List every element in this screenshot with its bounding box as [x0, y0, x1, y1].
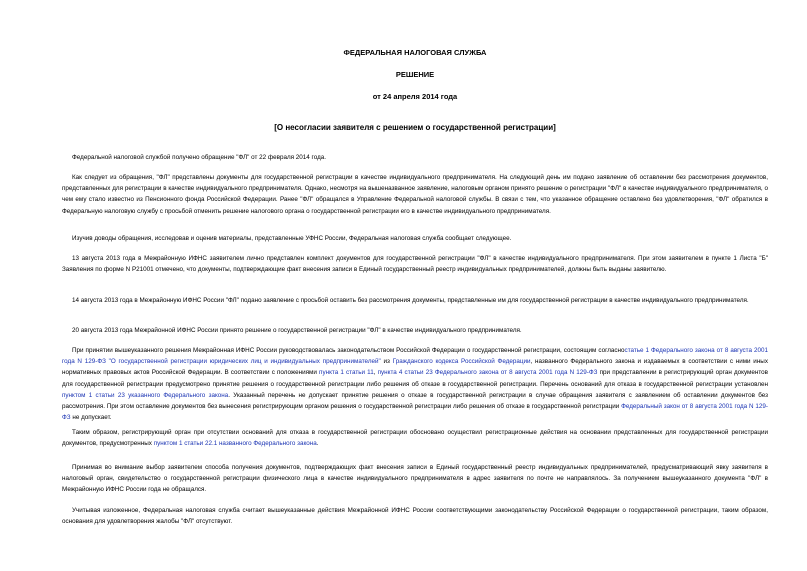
link-art1-law-129fz[interactable]: статье 1 Федерального закона от 8 августа 2001 года N 129-ФЗ "О государственной регистрации юридических лиц и индивидуальных предпринимателей": [62, 347, 768, 366]
p7-text-3: , названного Федерального закона и издаваемых в соответствии с ними иных нормативных правовых актов Российской Федерации. В соответствии с положениями: [62, 358, 768, 377]
link-p1-art11[interactable]: пункта 1 статьи 11: [319, 369, 374, 377]
p7-text-6: . Указанный перечень не допускает принятие решения о отказе в государственной регистрации в случае обращения заявителя с заявлением об оставлении документов без рассмотрения. При этом оставление документов без вынесения регистрирующим органом решения о государственной регистрации либо решения об отказе в государственной регистрации: [62, 391, 769, 411]
link-p1-art23[interactable]: пунктом 1 статьи 23 указанного Федерального закона: [62, 391, 229, 399]
link-law-129fz[interactable]: Федеральный закон от 8 августа 2001 года N 129-ФЗ: [62, 403, 768, 422]
p7-text-2: из: [380, 358, 393, 366]
paragraph-5: 14 августа 2013 года в Межрайонную ИФНС России "ФЛ" подано заявление с просьбой оставить без рассмотрения документы, представленные им для государственной регистрации в качестве индивидуального предпринимателя.: [72, 297, 749, 304]
p7-text-4: ,: [373, 369, 378, 377]
link-p1-art22-1[interactable]: пунктом 1 статьи 22.1 названного Федерального закона: [153, 440, 317, 448]
paragraph-10: Учитывая изложенное, Федеральная налоговая служба считает вышеуказанные действия Межрайонной ИФНС России соответствующими законодательству Российской Федерации о государственной регистрации, таким образом, основания для удовлетворения жалобы "ФЛ" отсутствуют.: [62, 507, 768, 526]
link-p4-art23[interactable]: пункта 4 статьи 23 Федерального закона от 8 августа 2001 года N 129-ФЗ: [377, 369, 598, 377]
p8-text-2: .: [316, 440, 319, 448]
paragraph-6: 20 августа 2013 года Межрайонной ИФНС России принято решение о государственной регистрации "ФЛ" в качестве индивидуального предпринимателя.: [72, 327, 522, 334]
paragraph-1: Федеральной налоговой службой получено обращение "ФЛ" от 22 февраля 2014 года.: [72, 154, 326, 161]
paragraph-4: 13 августа 2013 года в Межрайонную ИФНС заявителем лично представлен комплект документов для государственной регистрации "ФЛ" в качестве индивидуального предпринимателя. При этом заявителем в пункте 1 Листа "Б" Заявления по форме N Р21001 отмечено, что документы, подтверждающие факт внесения записи в Единый государственный реестр индивидуальных предпринимателей, должны быть выданы заявителю.: [62, 255, 768, 274]
paragraph-8: [62, 427, 768, 449]
p7-text-1: При принятии вышеуказанного решения Межрайонная ИФНС России руководствовалась законодательством Российской Федерации о государственной регистрации, состоящим согласно: [72, 347, 625, 354]
paragraph-3: Изучив доводы обращения, исследовав и оценив материалы, представленные УФНС России, Федеральная налоговая служба сообщает следующее.: [72, 235, 512, 242]
paragraph-7: [62, 345, 768, 423]
document-subject: [О несогласии заявителя с решением о государственной регистрации]: [274, 123, 556, 132]
document-date: от 24 апреля 2014 года: [372, 92, 458, 101]
agency-title: ФЕДЕРАЛЬНАЯ НАЛОГОВАЯ СЛУЖБА: [343, 48, 487, 57]
document-type: РЕШЕНИЕ: [395, 70, 435, 79]
paragraph-2: Как следует из обращения, "ФЛ" представлены документы для государственной регистрации в качестве индивидуального предпринимателя. На следующий день им подано заявление об оставлении без рассмотрения документов, представленных для регистрации в качестве индивидуального предпринимателя. Однако, несмотря на вышеназванное заявление, налоговым органом принято решение о регистрации "ФЛ" в качестве индивидуального предпринимателя, о чем ему стало известно из Пенсионного фонда Российской Федерации. Ранее "ФЛ" обращался в Управление Федеральной налоговой службы. В связи с тем, что указанное обращение оставлено без удовлетворения, "ФЛ" обратился в Федеральную налоговую службу с просьбой отменить решение налогового органа о государственной регистрации его в качестве индивидуального предпринимателя.: [62, 174, 768, 215]
p8-text-1: Таким образом, регистрирующий орган при отсутствии оснований для отказа в государственной регистрации обосновано осуществил регистрационные действия на основании представленных для государственной регистрации документов, предусмотренных: [62, 429, 768, 448]
paragraph-9: Принимая во внимание выбор заявителем способа получения документов, подтверждающих факт внесения записи в Единый государственный реестр индивидуальных предпринимателей, предусматривающий явку заявителя в налоговый орган, свидетельство о государственной регистрации физического лица в качестве индивидуального предпринимателя в адрес заявителя по почте не направлялось. За получением вышеуказанного документа "ФЛ" в Межрайонную ИФНС России года не обращался.: [62, 464, 768, 494]
p7-text-7: не допускает.: [70, 414, 112, 422]
link-civil-code[interactable]: Гражданского кодекса Российской Федерации: [392, 358, 531, 366]
p7-text-5: при представлении в регистрирующий орган документов для государственной регистрации предусмотрено принятие решения о государственной регистрации либо решения об отказе в государственной регистрации. Перечень оснований для отказа в государственной регистрации установлен: [62, 369, 768, 388]
